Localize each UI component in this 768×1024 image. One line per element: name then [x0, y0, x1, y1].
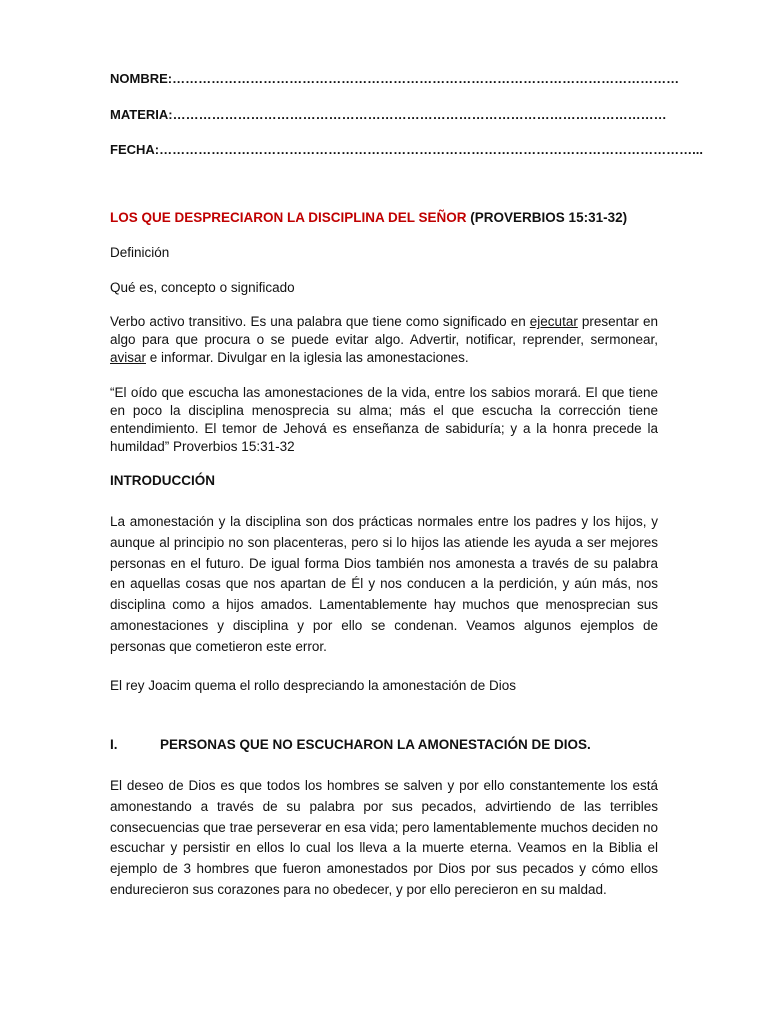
materia-field: MATERIA:……………………………………………………………………………………………………: [110, 107, 667, 122]
introduccion-heading: INTRODUCCIÓN: [110, 473, 215, 488]
intro-paragraph: La amonestación y la disciplina son dos prácticas normales entre los padres y los hijos, y aunque al principio no son placenteras, pero si lo hijos las atiende les ayuda a ser mejores personas en el futuro. De igual forma Dios también nos amonesta a través de su palabra en aquellas cosas que nos apartan de Él y nos conducen a la perdición, y aún más, nos disciplina como a hijos amados. Lamentablemente hay muchos que menosprecian sus amonestaciones y disciplina y por ello se condenan. Veamos algunos ejemplos de personas que cometieron este error.: [110, 514, 658, 654]
section-1-heading: [110, 737, 658, 757]
definition-paragraph: [110, 313, 658, 367]
definition-text-1: Verbo activo transitivo. Es una palabra que tiene como significado en: [110, 314, 530, 329]
proverbs-quote: “El oído que escucha las amonestaciones de la vida, entre los sabios morará. El que tiene en poco la disciplina menosprecia su alma; más el que escucha la corrección tiene entendimiento. El temor de Jehová es enseñanza de sabiduría; y a la honra precede la humildad” Proverbios 15:31-32: [110, 385, 658, 454]
joacim-line: El rey Joacim quema el rollo despreciando la amonestación de Dios: [110, 678, 516, 693]
title-reference: (PROVERBIOS 15:31-32): [466, 210, 628, 225]
section-1-paragraph: El deseo de Dios es que todos los hombres se salven y por ello constantemente los está amonestando a través de su palabra por sus pecados, advirtiendo de las terribles consecuencias que trae perseverar en esa vida; pero lamentablemente muchos deciden no escuchar y persistir en ellos lo cual los lleva a la muerte eterna. Veamos en la Biblia el ejemplo de 3 hombres que fueron amonestados por Dios por sus pecados y cómo ellos endurecieron sus corazones para no obedecer, y por ello perecieron en su maldad.: [110, 778, 658, 897]
nombre-field: NOMBRE:………………………………………………………………………………………………………: [110, 71, 680, 86]
definition-text-2: presentar en algo para que procura o se puede evitar algo. Advertir, notificar, reprender, sermonear,: [110, 314, 658, 347]
section-1-title: PERSONAS QUE NO ESCUCHARON LA AMONESTACIÓN DE DIOS.: [160, 737, 591, 752]
avisar-link[interactable]: avisar: [110, 350, 147, 365]
definicion-label: Definición: [110, 245, 170, 260]
fecha-field: FECHA:……………………………………………………………………………………………………………...: [110, 142, 703, 157]
section-1-number: I.: [110, 737, 118, 752]
document-title: [110, 210, 658, 225]
definition-text-3: e informar. Divulgar en la iglesia las amonestaciones.: [146, 350, 469, 365]
title-main: LOS QUE DESPRECIARON LA DISCIPLINA DEL SEÑOR: [110, 210, 467, 225]
ejecutar-link[interactable]: ejecutar: [529, 314, 578, 329]
concepto-label: Qué es, concepto o significado: [110, 280, 295, 295]
